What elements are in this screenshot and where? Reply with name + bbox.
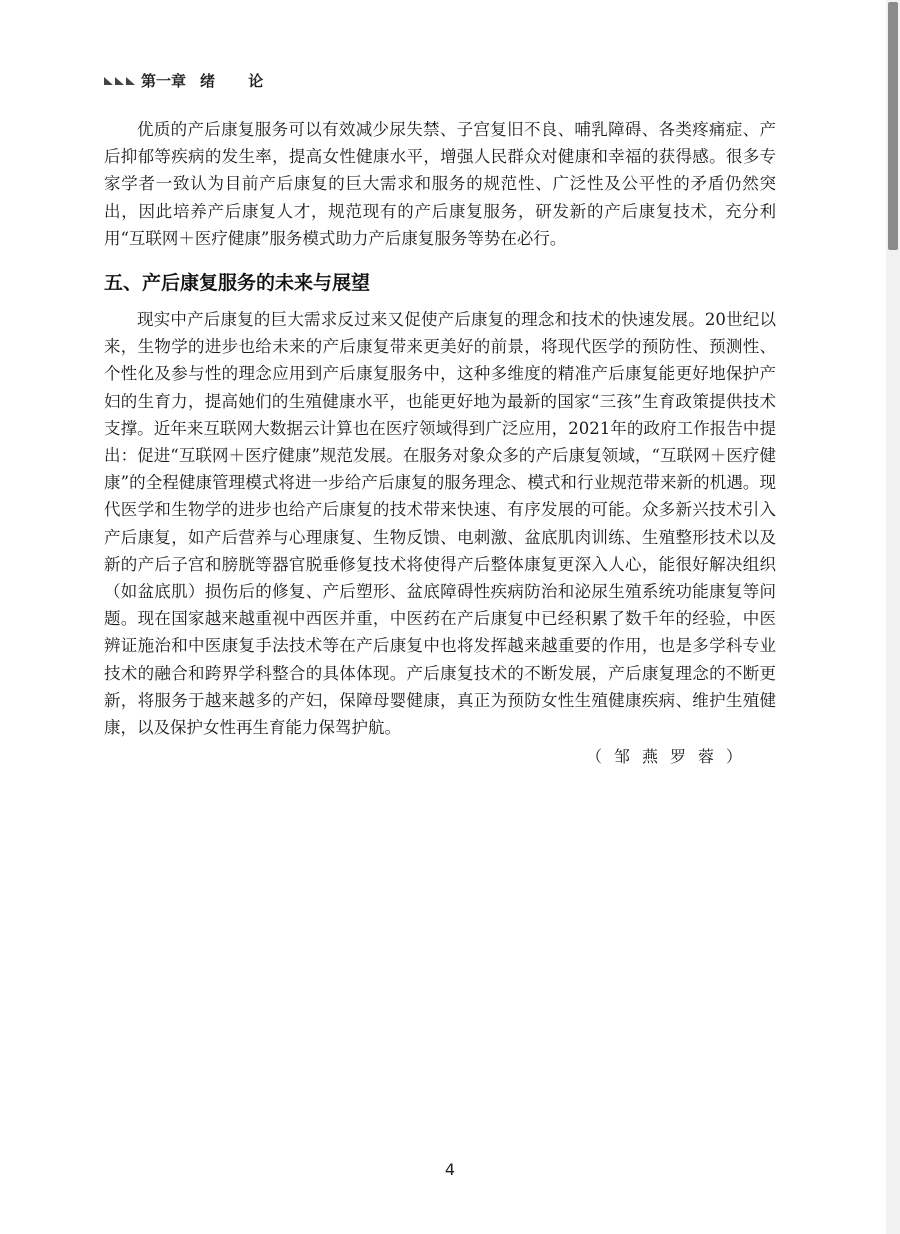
page-body <box>104 116 776 771</box>
running-header <box>104 70 277 91</box>
paragraph-future: 现实中产后康复的巨大需求反过来又促使产后康复的理念和技术的快速发展。20世纪以来，生物学的进步也给未来的产后康复带来更美好的前景，将现代医学的预防性、预测性、个性化及参与性的理念应用到产后康复服务中，这种多维度的精准产后康复能更好地保护产妇的生育力，提高她们的生殖健康水平，也能更好地为最新的国家“三孩”生育政策提供技术支撑。近年来互联网大数据云计算也在医疗领域得到广泛应用，2021年的政府工作报告中提出：促进“互联网＋医疗健康”规范发展。在服务对象众多的产后康复领域，“互联网＋医疗健康”的全程健康管理模式将进一步给产后康复的服务理念、模式和行业规范带来新的机遇。现代医学和生物学的进步也给产后康复的技术带来快速、有序发展的可能。众多新兴技术引入产后康复，如产后营养与心理康复、生物反馈、电刺激、盆底肌肉训练、生殖整形技术以及新的产后子宫和膀胱等器官脱垂修复技术将使得产后整体康复更深入人心，能很好解决组织（如盆底肌）损伤后的修复、产后塑形、盆底障碍性疾病防治和泌尿生殖系统功能康复等问题。现在国家越来越重视中西医并重，中医药在产后康复中已经积累了数千年的经验，中医辨证施治和中医康复手法技术等在产后康复中也将发挥越来越重要的作用，也是多学科专业技术的融合和跨界学科整合的具体体现。产后康复技术的不断发展，产后康复理念的不断更新，将服务于越来越多的产妇，保障母婴健康，真正为预防女性生殖健康疾病、维护生殖健康，以及保护女性再生育能力保驾护航。 <box>104 310 776 738</box>
header-triangle-icon <box>104 77 135 85</box>
paragraph-intro: 优质的产后康复服务可以有效减少尿失禁、子宫复旧不良、哺乳障碍、各类疼痛症、产后抑郁等疾病的发生率，提高女性健康水平，增强人民群众对健康和幸福的获得感。很多专家学者一致认为目前产后康复的巨大需求和服务的规范性、广泛性及公平性的矛盾仍然突出，因此培养产后康复人才，规范现有的产后康复服务，研发新的产后康复技术，充分利用“互联网＋医疗健康”服务模式助力产后康复服务等势在必行。 <box>104 120 776 248</box>
chapter-number: 第一章 <box>141 72 187 90</box>
section-heading: 五、产后康复服务的未来与展望 <box>104 272 371 295</box>
scrollbar-thumb[interactable] <box>888 2 898 250</box>
page-number: 4 <box>444 1160 456 1179</box>
author-attribution: （邹燕罗蓉） <box>585 747 754 767</box>
chapter-title: 绪 论 <box>200 72 278 90</box>
scrollbar-track[interactable] <box>886 0 900 1234</box>
